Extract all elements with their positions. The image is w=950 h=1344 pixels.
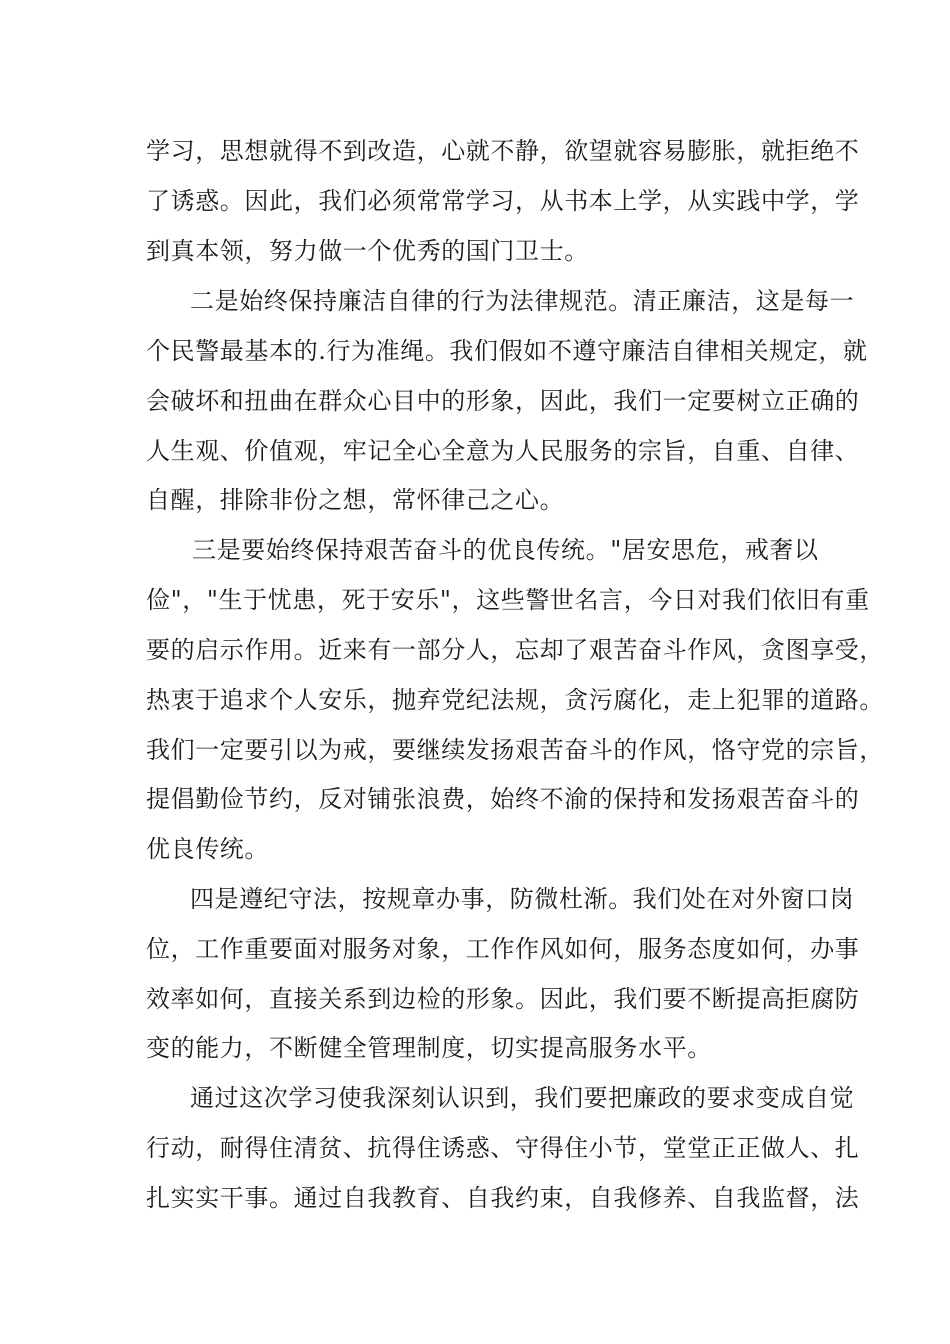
paragraph-start-line: 三是要始终保持艰苦奋斗的优良传统。"居安思危，戒奢以 <box>192 536 819 564</box>
text-line: 人生观、价值观，牢记全心全意为人民服务的宗旨，自重、自律、 <box>146 437 860 465</box>
text-line: 变的能力，不断健全管理制度，切实提高服务水平。 <box>146 1034 712 1062</box>
text-line: 学习，思想就得不到改造，心就不静，欲望就容易膨胀，就拒绝不 <box>146 137 860 165</box>
paragraph-start-line: 通过这次学习使我深刻认识到，我们要把廉政的要求变成自觉 <box>190 1084 855 1112</box>
text-line: 行动，耐得住清贫、抗得住诱惑、守得住小节，堂堂正正做人、扎 <box>146 1134 860 1162</box>
text-line: 了诱惑。因此，我们必须常常学习，从书本上学，从实践中学，学 <box>146 187 860 215</box>
text-line: 优良传统。 <box>146 835 269 863</box>
text-line: 扎实实干事。通过自我教育、自我约束，自我修养、自我监督，法 <box>146 1184 860 1212</box>
text-line: 俭"，"生于忧患，死于安乐"，这些警世名言，今日对我们依旧有重 <box>146 586 870 614</box>
text-line: 要的启示作用。近来有一部分人，忘却了艰苦奋斗作风，贪图享受， <box>146 636 884 664</box>
text-line: 自醒，排除非份之想，常怀律己之心。 <box>146 486 565 514</box>
text-line: 效率如何，直接关系到边检的形象。因此，我们要不断提高拒腐防 <box>146 985 860 1013</box>
paragraph-start-line: 二是始终保持廉洁自律的行为法律规范。清正廉洁，这是每一 <box>190 287 855 315</box>
text-line: 到真本领，努力做一个优秀的国门卫士。 <box>146 237 589 265</box>
text-line: 提倡勤俭节约，反对铺张浪费，始终不渝的保持和发扬艰苦奋斗的 <box>146 785 860 813</box>
text-line: 位，工作重要面对服务对象，工作作风如何，服务态度如何，办事 <box>146 935 860 963</box>
text-line: 我们一定要引以为戒，要继续发扬艰苦奋斗的作风，恪守党的宗旨， <box>146 736 884 764</box>
paragraph-start-line: 四是遵纪守法，按规章办事，防微杜渐。我们处在对外窗口岗 <box>190 885 855 913</box>
text-line: 个民警最基本的.行为准绳。我们假如不遵守廉洁自律相关规定，就 <box>146 337 868 365</box>
text-line: 热衷于追求个人安乐，抛弃党纪法规，贪污腐化，走上犯罪的道路。 <box>146 686 884 714</box>
text-line: 会破坏和扭曲在群众心目中的形象，因此，我们一定要树立正确的 <box>146 387 860 415</box>
